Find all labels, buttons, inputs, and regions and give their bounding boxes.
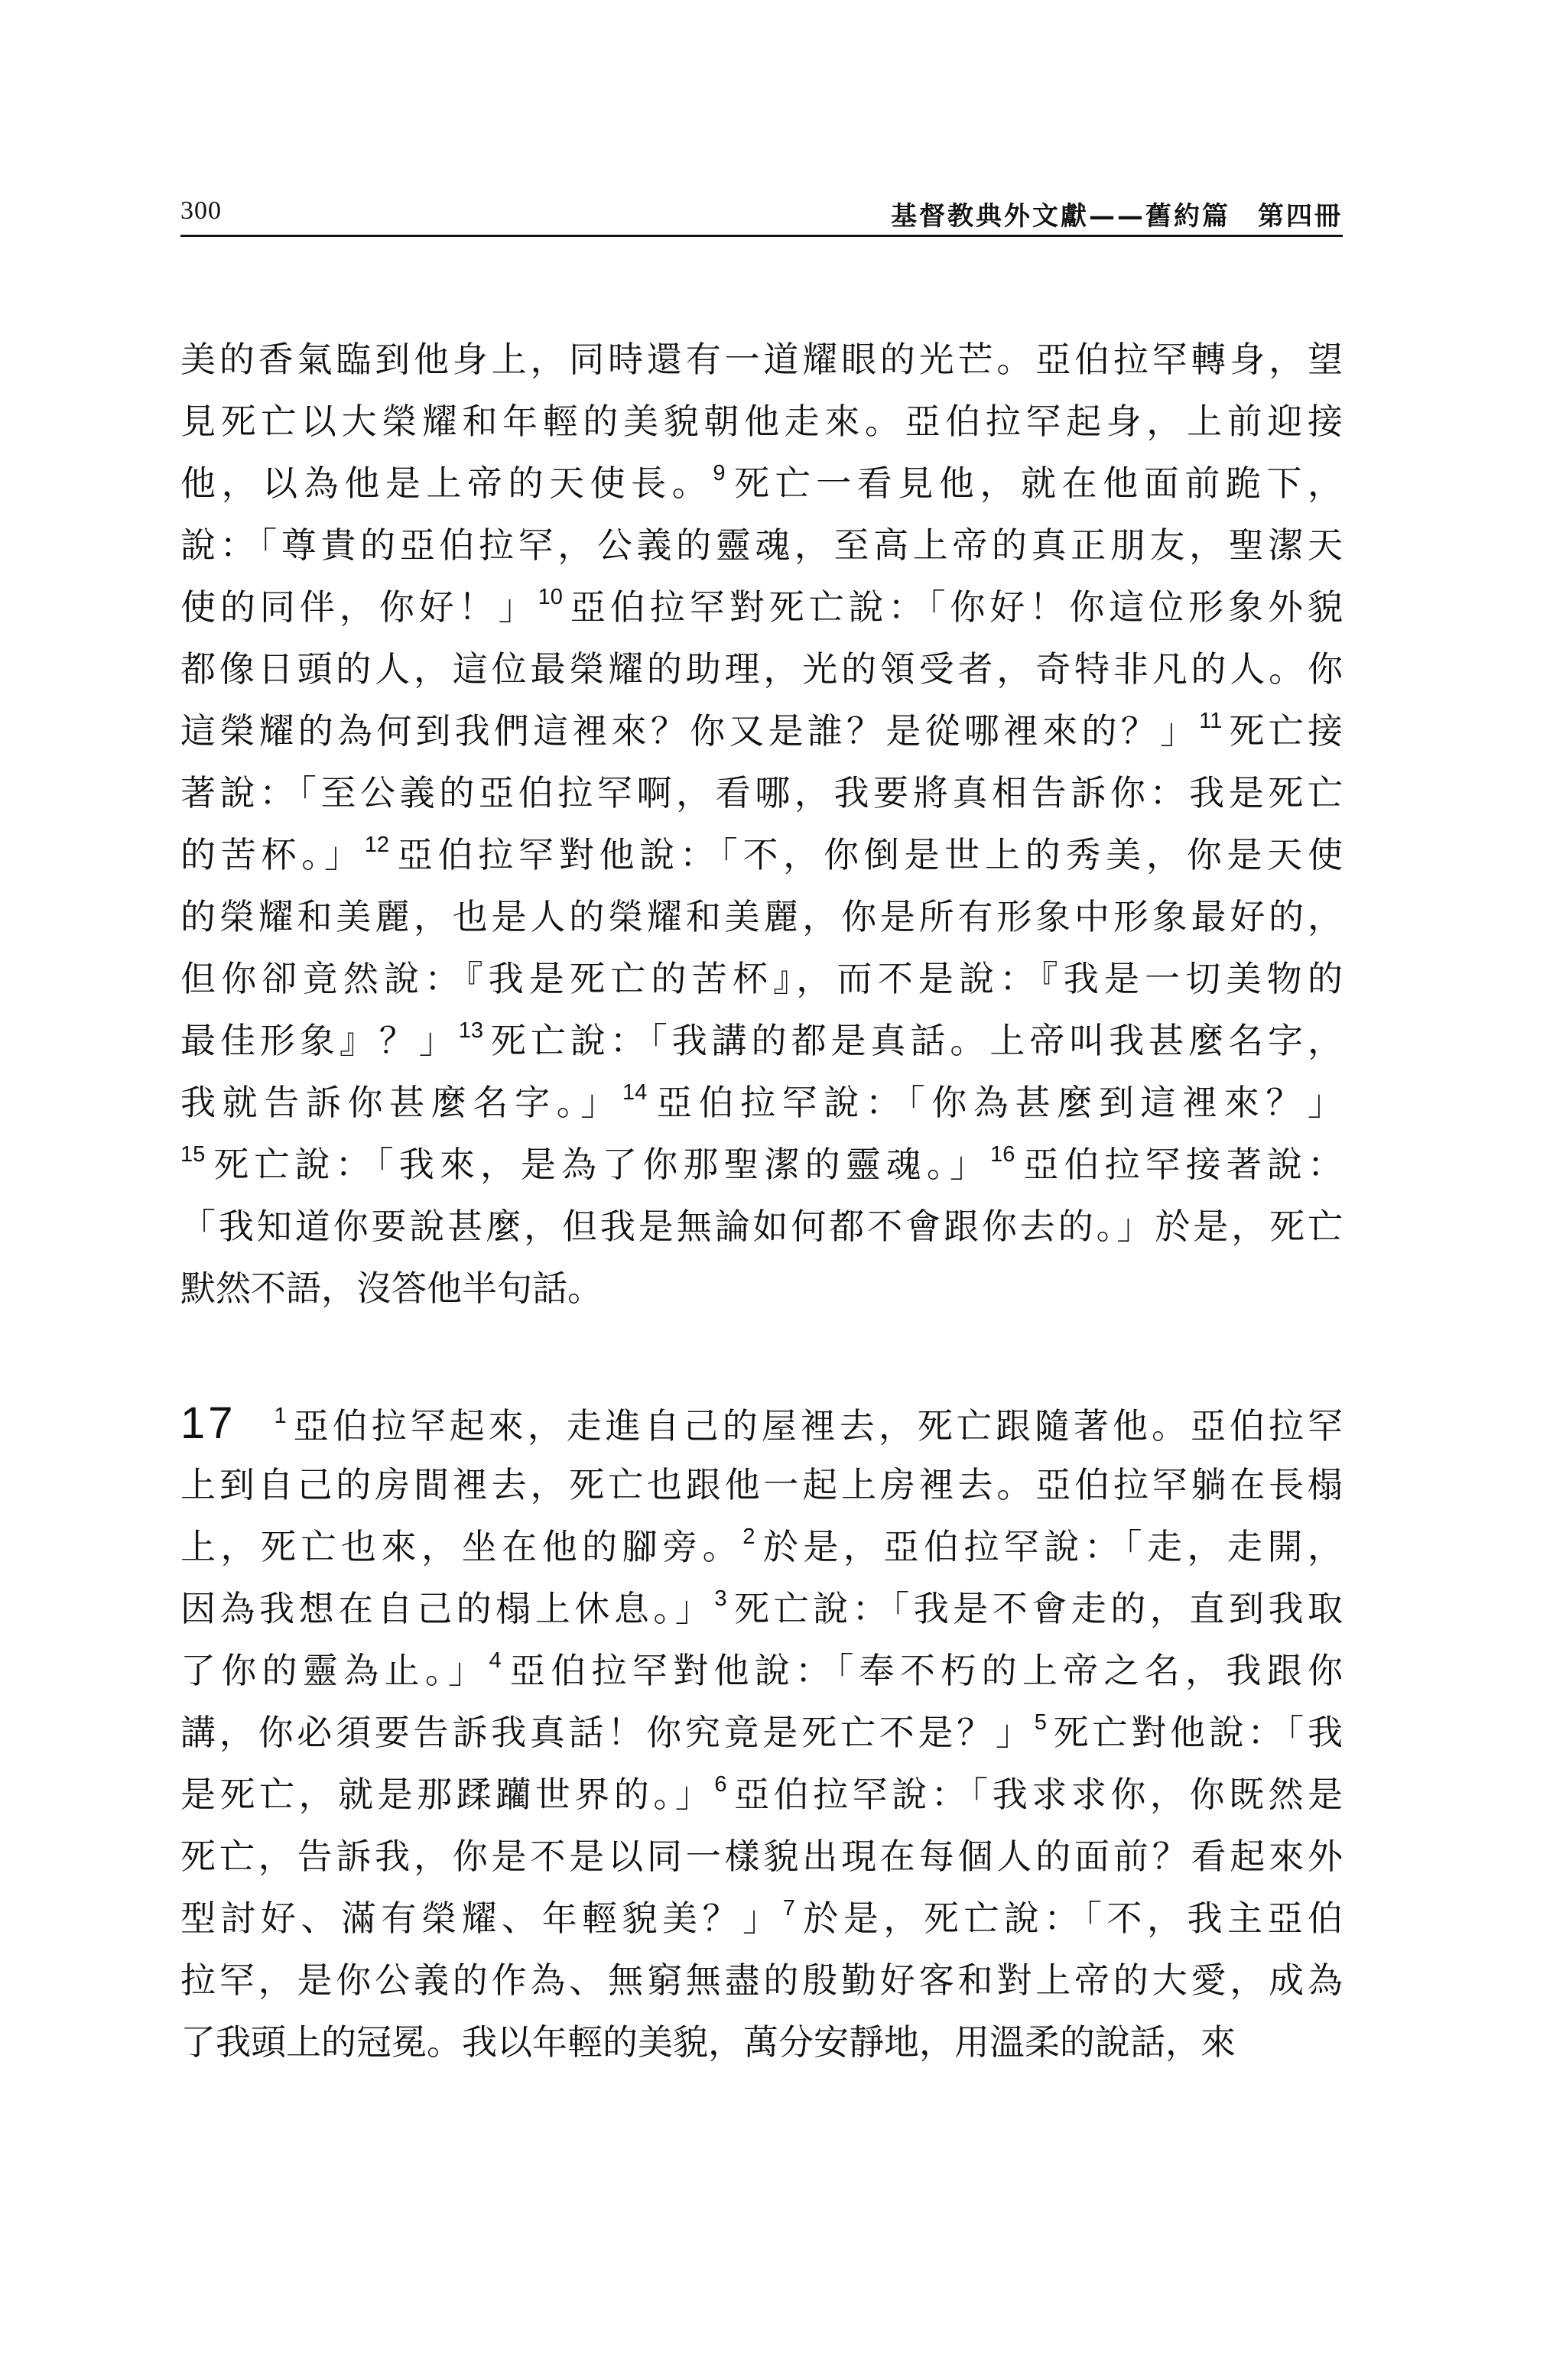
text-segment: 亞伯拉罕起來，走進自己的屋裡去，死亡跟隨著他。亞伯拉罕: [289, 1405, 1343, 1447]
verse-number: 7: [782, 1896, 795, 1921]
volume-label: 第四冊: [1258, 201, 1343, 232]
text-line: [180, 391, 1343, 453]
text-line: [180, 1640, 1343, 1702]
text-segment: 型討好、滿有榮耀、年輕貌美？」: [180, 1898, 783, 1939]
text-segment: 死亡說：「我來，是為了你那聖潔的靈魂。」: [208, 1144, 991, 1185]
running-title: [891, 195, 1343, 232]
text-segment: 於是，死亡說：「不，我主亞伯: [798, 1898, 1343, 1939]
text-segment: 亞伯拉罕對他說：「不，你倒是世上的秀美，你是天使: [392, 834, 1343, 875]
text-segment: 我就告訴你甚麼名字。」: [180, 1082, 622, 1123]
verse-number: 9: [713, 461, 726, 485]
chapter-number: 17: [180, 1398, 236, 1448]
text-line: [180, 1454, 1343, 1516]
text-segment: 最佳形象』？」: [180, 1020, 459, 1061]
text-segment: 上，死亡也來，坐在他的腳旁。: [180, 1526, 743, 1567]
text-segment: 講，你必須要告訴我真話！你究竟是死亡不是？」: [180, 1712, 1035, 1753]
text-segment: 說：「尊貴的亞伯拉罕，公義的靈魂，至高上帝的真正朋友，聖潔天: [180, 524, 1343, 566]
paragraph-gap: [180, 1320, 1343, 1392]
text-segment: 但你卻竟然說：『我是死亡的苦杯』，而不是說：『我是一切美物的: [180, 958, 1343, 999]
text-line: [180, 2011, 1343, 2073]
text-segment: 是死亡，就是那蹂躪世界的。」: [180, 1774, 715, 1815]
text-segment: 的苦杯。」: [180, 834, 365, 875]
page-body: [180, 329, 1343, 2073]
text-segment: 的榮耀和美麗，也是人的榮耀和美麗，你是所有形象中形象最好的，: [180, 896, 1343, 937]
text-segment: 都像日頭的人，這位最榮耀的助理，光的領受者，奇特非凡的人。你: [180, 648, 1343, 690]
text-line: [180, 638, 1343, 700]
text-segment: 亞伯拉罕對死亡說：「你好！你這位形象外貌: [565, 586, 1343, 628]
text-line: [180, 1010, 1343, 1072]
text-line: [180, 1826, 1343, 1888]
text-line: [180, 329, 1343, 391]
text-segment: 死亡一看見他，就在他面前跪下，: [728, 463, 1343, 504]
verse-number: 3: [714, 1586, 727, 1611]
text-segment: 死亡，告訴我，你是不是以同一樣貌出現在每個人的面前？看起來外: [180, 1836, 1343, 1877]
verse-number: 14: [622, 1080, 648, 1105]
text-segment: 亞伯拉罕對他說：「奉不朽的上帝之名，我跟你: [504, 1650, 1343, 1691]
text-line: [180, 700, 1343, 762]
text-segment: 上到自己的房間裡去，死亡也跟他一起上房裡去。亞伯拉罕躺在長榻: [180, 1464, 1343, 1505]
page-number: 300: [180, 196, 222, 225]
text-line: [180, 1764, 1343, 1826]
text-segment: 亞伯拉罕接著說：: [1018, 1144, 1343, 1185]
text-segment: 死亡說：「我講的都是真話。上帝叫我甚麼名字，: [486, 1020, 1343, 1061]
verse-number: 5: [1034, 1710, 1047, 1735]
text-segment: 默然不語，沒答他半句話。: [180, 1268, 603, 1309]
text-segment: 亞伯拉罕說：「你為甚麼到這裡來？」: [650, 1082, 1343, 1123]
text-line: [180, 1888, 1343, 1950]
text-line: [180, 1258, 1343, 1320]
text-segment: 死亡說：「我是不會走的，直到我取: [729, 1588, 1343, 1629]
text-segment: 見死亡以大榮耀和年輕的美貌朝他走來。亞伯拉罕起身，上前迎接: [180, 401, 1343, 442]
verse-number: 1: [274, 1404, 287, 1428]
text-line: [180, 1392, 1343, 1454]
text-segment: 著說：「至公義的亞伯拉罕啊，看哪，我要將真相告訴你：我是死亡: [180, 772, 1343, 813]
text-line: [180, 762, 1343, 824]
text-line: [180, 886, 1343, 948]
text-segment: 拉罕，是你公義的作為、無窮無盡的殷勤好客和對上帝的大愛，成為: [180, 1960, 1343, 2001]
text-line: [180, 1072, 1343, 1134]
text-line: [180, 1578, 1343, 1640]
text-line: [180, 515, 1343, 576]
text-segment: 這榮耀的為何到我們這裡來？你又是誰？是從哪裡來的？」: [180, 710, 1200, 752]
text-line: [180, 1196, 1343, 1258]
paragraph-1: [180, 329, 1343, 1320]
verse-number: 10: [538, 585, 563, 609]
text-segment: 亞伯拉罕說：「我求求你，你既然是: [729, 1774, 1343, 1815]
text-line: [180, 948, 1343, 1010]
verse-number: 11: [1199, 709, 1223, 733]
chapter-17: [180, 1392, 1343, 2073]
text-line: [180, 1950, 1343, 2011]
text-segment: 於是，亞伯拉罕說：「走，走開，: [758, 1526, 1343, 1567]
text-segment: 「我知道你要說甚麼，但我是無論如何都不會跟你去的。」於是，死亡: [180, 1206, 1343, 1247]
verse-number: 16: [990, 1142, 1015, 1167]
verse-number: 6: [714, 1772, 727, 1797]
text-segment: 死亡對他說：「我: [1049, 1712, 1343, 1753]
verse-number: 13: [458, 1018, 483, 1043]
text-segment: 了我頭上的冠冕。我以年輕的美貌，萬分安靜地，用溫柔的說話，來: [180, 2021, 1236, 2063]
verse-number: 2: [742, 1524, 755, 1549]
text-segment: 他，以為他是上帝的天使長。: [180, 463, 713, 504]
verse-number: 12: [364, 833, 390, 857]
text-segment: 美的香氣臨到他身上，同時還有一道耀眼的光芒。亞伯拉罕轉身，望: [180, 339, 1343, 380]
running-header: [180, 195, 1343, 237]
verse-number: 15: [180, 1142, 206, 1167]
text-line: [180, 1702, 1343, 1764]
text-segment: 因為我想在自己的榻上休息。」: [180, 1588, 715, 1629]
text-segment: 了你的靈為止。」: [180, 1650, 489, 1691]
text-line: [180, 576, 1343, 638]
book-title: 基督教典外文獻——舊約篇: [891, 201, 1230, 232]
verse-number: 4: [489, 1648, 502, 1673]
text-line: [180, 1134, 1343, 1196]
text-line: [180, 1516, 1343, 1578]
text-segment: 使的同伴，你好！」: [180, 586, 538, 628]
text-line: [180, 824, 1343, 886]
text-segment: 死亡接: [1225, 710, 1343, 752]
text-line: [180, 453, 1343, 515]
